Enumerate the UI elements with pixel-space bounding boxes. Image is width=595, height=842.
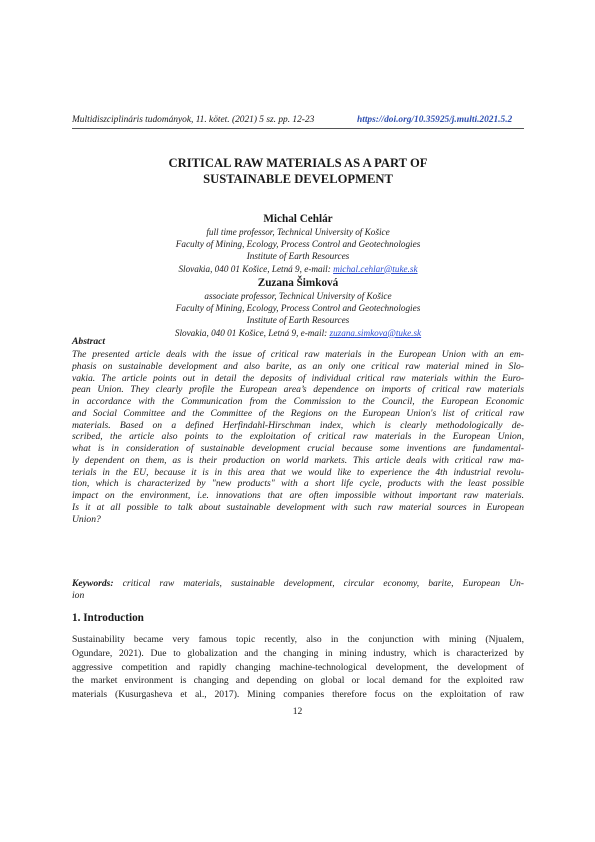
abstract-line: what is in consideration of sustainable development crucial because some inventions are fundamental- [72, 443, 524, 454]
abstract-line: Is it at all possible to talk about sustainable development with such raw material sources in European [72, 501, 524, 513]
keywords [72, 578, 524, 602]
keywords-line: ion [72, 590, 85, 601]
author-faculty: Faculty of Mining, Ecology, Process Control and Geotechnologies [175, 303, 421, 314]
author-institute: Institute of Earth Resources [246, 251, 350, 262]
keywords-text: critical raw materials, sustainable development, circular economy, barite, European Un- [113, 578, 524, 589]
keywords-line [72, 578, 524, 590]
title-line-2: SUSTAINABLE DEVELOPMENT [203, 172, 393, 186]
section-line: the market environment is changing and depending on global or local demand for the exploited raw [72, 675, 524, 687]
section-line: aggressive competition and rapidly changing machine-technological development, the development of [72, 661, 524, 673]
abstract-line: The presented article deals with the issue of critical raw materials in the European Union with an em- [72, 349, 524, 360]
abstract-line: phasis on sustainable development and also barite, as an only one critical raw material mined in Slo- [72, 360, 524, 372]
section-text [72, 633, 524, 702]
author-name: Michal Cehlár [263, 213, 333, 225]
page-number: 12 [292, 706, 303, 717]
email-link[interactable]: zuzana.simkova@tuke.sk [329, 327, 422, 338]
address-text: Slovakia, 040 01 Košice, Letná 9, e-mail: [178, 263, 334, 274]
abstract-line: materials. Based on a defined Herfindahl-Hirschman index, which is clearly methodologically de- [72, 419, 524, 431]
abstract-line: and Social Committee and the Committee of the Regions on the European Union's list of critical raw [72, 407, 524, 419]
author-position: full time professor, Technical University of Košice [206, 227, 390, 237]
author-block-2 [72, 276, 524, 339]
abstract-line: impact on the environment, i.e. innovations that are often impossible without important raw materials. [72, 490, 524, 501]
address-text: Slovakia, 040 01 Košice, Letná 9, e-mail: [174, 327, 330, 338]
title-line-1: CRITICAL RAW MATERIALS AS A PART OF [168, 156, 428, 170]
section-line: Sustainability became very famous topic recently, also in the conjunction with mining (Njualem, [72, 634, 524, 645]
abstract-line: scribed, the article also points to the exploitation of critical raw materials in the European Union, [72, 431, 524, 443]
section-heading: 1. Introduction [72, 612, 144, 624]
section-line: materials (Kusurgasheva et al., 2017). Mining companies therefore focus on the exploitation of raw [72, 689, 524, 701]
abstract-line: Union? [72, 513, 101, 525]
author-institute: Institute of Earth Resources [246, 315, 350, 326]
author-address [72, 327, 524, 339]
author-faculty: Faculty of Mining, Ecology, Process Control and Geotechnologies [175, 239, 421, 250]
journal-citation: Multidiszciplináris tudományok, 11. kötet. (2021) 5 sz. pp. 12-23 [72, 115, 315, 125]
header-rule [72, 128, 524, 129]
abstract-line: in accordance with the Communication from the Commission to the Council, the European Economic [72, 396, 524, 407]
abstract-line: tion, which is characterized by "new products" with a short life cycle, products with the least possible [72, 478, 524, 490]
keywords-label: Keywords: [72, 578, 114, 589]
abstract-heading: Abstract [72, 336, 106, 347]
abstract-line: pean Union. They clearly profile the European area’s dependence on imports of critical raw materials [72, 384, 524, 396]
author-position: associate professor, Technical University of Košice [204, 291, 392, 301]
abstract-line: terials in the EU, because it is in this area that we would like to experience the 4th industrial revolu- [72, 466, 524, 478]
author-address [72, 263, 524, 275]
author-block-1 [72, 212, 524, 275]
abstract-line: vakia. The article points out in detail the deposits of individual critical raw materials within the Euro- [72, 372, 524, 384]
doi-link[interactable]: https://doi.org/10.35925/j.multi.2021.5.2 [357, 115, 513, 125]
abstract-line: ly dependent on them, as is their production on world markets. This article deals with critical raw ma- [72, 454, 524, 466]
author-name: Zuzana Šimková [257, 277, 339, 289]
paper-title [72, 155, 524, 187]
email-link[interactable]: michal.cehlar@tuke.sk [333, 263, 418, 274]
section-line: Ogundare, 2021). Due to globalization and the changing in mining industry, which is characterized by [72, 647, 524, 659]
abstract-text [72, 349, 524, 525]
